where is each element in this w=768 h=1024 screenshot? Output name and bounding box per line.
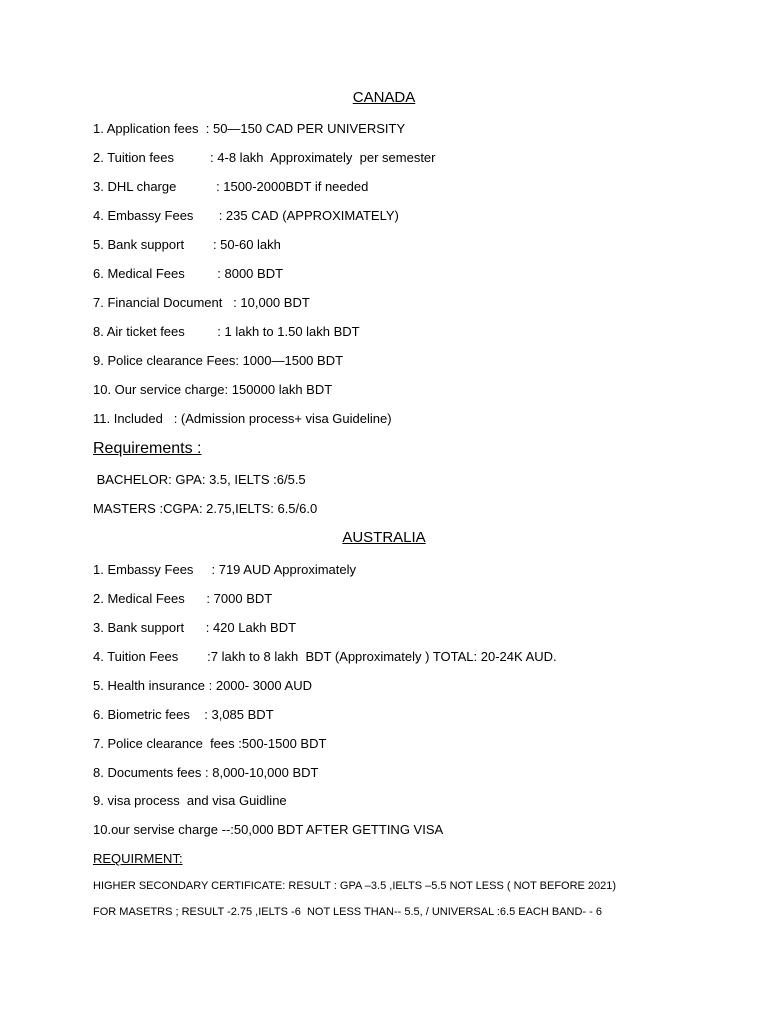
canada-item-4: 4. Embassy Fees : 235 CAD (APPROXIMATELY) [93, 208, 399, 223]
canada-requirements-title: Requirements : [93, 440, 202, 457]
canada-requirement-masters: MASTERS :CGPA: 2.75,IELTS: 6.5/6.0 [93, 501, 318, 516]
canada-item-1: 1. Application fees : 50—150 CAD PER UNIVERSITY [93, 121, 406, 136]
canada-item-2: 2. Tuition fees : 4-8 lakh Approximately per semester [93, 150, 436, 165]
australia-requirement-hsc: HIGHER SECONDARY CERTIFICATE: RESULT : GPA –3.5 ,IELTS –5.5 NOT LESS ( NOT BEFORE 2021) [93, 880, 617, 892]
australia-requirement-masters: FOR MASETRS ; RESULT -2.75 ,IELTS -6 NOT LESS THAN-- 5.5, / UNIVERSAL :6.5 EACH BAND- - 6 [93, 906, 602, 918]
canada-requirement-bachelor: BACHELOR: GPA: 3.5, IELTS :6/5.5 [93, 472, 306, 487]
australia-item-4: 4. Tuition Fees :7 lakh to 8 lakh BDT (Approximately ) TOTAL: 20-24K AUD. [93, 649, 557, 664]
canada-item-9: 9. Police clearance Fees: 1000—1500 BDT [93, 353, 344, 368]
australia-item-2: 2. Medical Fees : 7000 BDT [93, 591, 273, 606]
australia-item-5: 5. Health insurance : 2000- 3000 AUD [93, 678, 312, 693]
canada-item-6: 6. Medical Fees : 8000 BDT [93, 266, 284, 281]
australia-item-6: 6. Biometric fees : 3,085 BDT [93, 707, 274, 722]
australia-item-8: 8. Documents fees : 8,000-10,000 BDT [93, 765, 319, 780]
australia-item-3: 3. Bank support : 420 Lakh BDT [93, 620, 297, 635]
australia-item-7: 7. Police clearance fees :500-1500 BDT [93, 736, 327, 751]
australia-item-9: 9. visa process and visa Guidline [93, 793, 287, 808]
australia-title: AUSTRALIA [342, 529, 426, 546]
australia-item-10: 10.our servise charge --:50,000 BDT AFTER GETTING VISA [93, 822, 444, 837]
canada-item-11: 11. Included : (Admission process+ visa Guideline) [93, 411, 392, 426]
canada-item-8: 8. Air ticket fees : 1 lakh to 1.50 lakh BDT [93, 324, 360, 339]
canada-title: CANADA [352, 89, 416, 106]
australia-item-1: 1. Embassy Fees : 719 AUD Approximately [93, 562, 357, 577]
canada-item-10: 10. Our service charge: 150000 lakh BDT [93, 382, 333, 397]
canada-item-7: 7. Financial Document : 10,000 BDT [93, 295, 310, 310]
australia-requirement-title: REQUIRMENT: [93, 851, 183, 866]
canada-item-3: 3. DHL charge : 1500-2000BDT if needed [93, 179, 369, 194]
canada-item-5: 5. Bank support : 50-60 lakh [93, 237, 281, 252]
